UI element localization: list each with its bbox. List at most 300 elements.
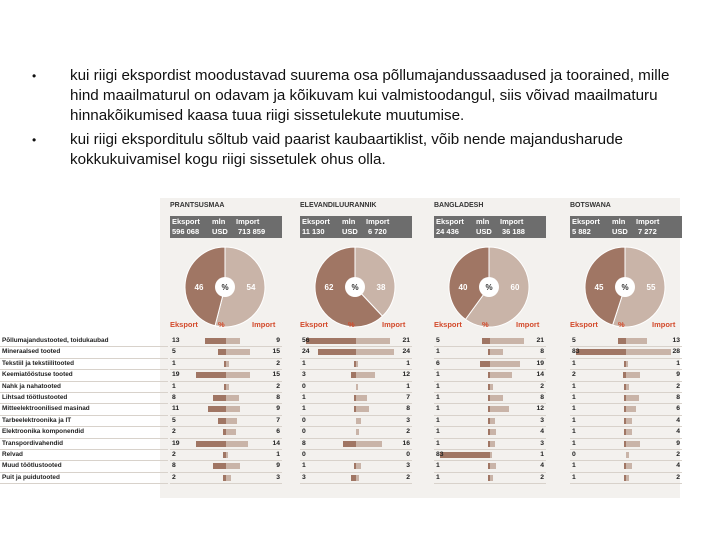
export-bar [618, 338, 626, 344]
export-value: 596 068 [172, 227, 200, 236]
import-bar [490, 361, 520, 367]
table-row [170, 359, 282, 370]
import-value: 4 [540, 428, 544, 436]
country-panel [300, 198, 412, 498]
import-value: 2 [276, 382, 280, 390]
bullet-item [30, 130, 695, 170]
table-row [434, 473, 546, 484]
export-bar [218, 418, 226, 424]
table-row [170, 347, 282, 358]
trade-header [434, 216, 546, 238]
table-row [170, 439, 282, 450]
import-value: 8 [540, 348, 544, 356]
table-row [434, 347, 546, 358]
trade-pie [182, 244, 268, 330]
import-bar [226, 429, 236, 435]
export-value: 5 [172, 348, 176, 356]
import-bar [626, 475, 629, 481]
pie-export-label: 46 [194, 283, 204, 292]
table-row [570, 370, 682, 381]
table-row [300, 359, 412, 370]
import-value: 24 [402, 348, 410, 356]
pie-percent-symbol: % [485, 283, 493, 292]
col-eksport-label: Eksport [170, 320, 198, 329]
export-value: 1 [436, 473, 440, 481]
table-row [434, 359, 546, 370]
export-bar [343, 441, 356, 447]
import-value: 2 [406, 428, 410, 436]
export-value: 1 [436, 439, 440, 447]
country-panel [170, 198, 282, 498]
table-row [170, 336, 282, 347]
import-value: 3 [406, 416, 410, 424]
table-row [170, 404, 282, 415]
export-value: 6 [436, 359, 440, 367]
usd-label: USD [212, 227, 228, 236]
export-value: 3 [302, 371, 306, 379]
export-value: 1 [302, 462, 306, 470]
export-value: 5 [172, 416, 176, 424]
import-bar [226, 441, 248, 447]
import-value: 4 [540, 462, 544, 470]
import-bar [356, 361, 358, 367]
import-value: 6 720 [368, 227, 387, 236]
import-bar [226, 338, 240, 344]
category-label: Muud töötlustooted [0, 461, 168, 472]
col-pct-label: % [218, 320, 225, 329]
table-row [434, 382, 546, 393]
bullet-list [30, 66, 695, 174]
column-header [170, 320, 282, 331]
export-value: 0 [302, 416, 306, 424]
pie-export-label: 40 [458, 283, 468, 292]
import-value: 8 [276, 393, 280, 401]
import-value: 19 [536, 359, 544, 367]
export-value: 2 [172, 473, 176, 481]
eksport-label: Eksport [436, 217, 464, 226]
import-value: 0 [406, 450, 410, 458]
import-value: 3 [406, 462, 410, 470]
table-row [170, 370, 282, 381]
import-bar [490, 384, 493, 390]
col-import-label: Import [516, 320, 540, 329]
import-value: 2 [540, 382, 544, 390]
bullet-item [30, 66, 695, 126]
export-bar [576, 349, 626, 355]
import-bar [490, 452, 492, 458]
import-value: 28 [672, 348, 680, 356]
table-row [434, 336, 546, 347]
table-row [170, 427, 282, 438]
trade-pie [446, 244, 532, 330]
import-value: 16 [402, 439, 410, 447]
export-value: 2 [572, 371, 576, 379]
table-row [570, 336, 682, 347]
import-bar [226, 361, 229, 367]
export-value: 19 [172, 371, 180, 379]
export-value: 8 [302, 439, 306, 447]
table-row [434, 427, 546, 438]
export-value: 5 882 [572, 227, 591, 236]
mln-label: mln [212, 217, 226, 226]
usd-label: USD [612, 227, 628, 236]
import-value: 15 [272, 371, 280, 379]
import-bar [356, 441, 382, 447]
data-rows [300, 336, 412, 484]
import-bar [626, 395, 639, 401]
eksport-label: Eksport [572, 217, 600, 226]
import-value: 1 [406, 382, 410, 390]
export-value: 0 [302, 382, 306, 390]
export-value: 0 [302, 450, 306, 458]
table-row [434, 461, 546, 472]
export-value: 24 436 [436, 227, 459, 236]
pie-export-label: 45 [594, 283, 604, 292]
col-import-label: Import [382, 320, 406, 329]
export-value: 83 [436, 450, 444, 458]
export-value: 1 [572, 416, 576, 424]
pie-import-label: 60 [510, 283, 520, 292]
category-label: Tarbeelektroonika ja IT [0, 416, 168, 427]
import-value: 4 [676, 428, 680, 436]
col-pct-label: % [618, 320, 625, 329]
bullet-dot-icon: • [32, 133, 37, 147]
table-row [170, 416, 282, 427]
export-value: 11 [172, 405, 180, 413]
export-value: 19 [172, 439, 180, 447]
export-value: 1 [302, 393, 306, 401]
import-bar [356, 429, 359, 435]
category-label: Puit ja puidutooted [0, 473, 168, 484]
country-title: BOTSWANA [570, 202, 611, 209]
import-label: Import [366, 217, 390, 226]
table-row [570, 347, 682, 358]
import-value: 8 [406, 405, 410, 413]
table-row [170, 382, 282, 393]
export-bar [318, 349, 356, 355]
import-bar [490, 441, 495, 447]
column-header [434, 320, 546, 331]
import-bar [226, 475, 231, 481]
bullet-text: kui riigi eksporditulu sõltub vaid paarist kaubaartiklist, võib nende majandusharude kokkukuivamisel kogu riigi sissetulek ohus olla. [70, 131, 623, 168]
export-value: 1 [436, 428, 440, 436]
export-value: 1 [436, 382, 440, 390]
export-value: 3 [302, 473, 306, 481]
table-row [434, 404, 546, 415]
category-label: Transpordivahendid [0, 439, 168, 450]
import-bar [626, 384, 629, 390]
import-value: 1 [406, 359, 410, 367]
import-bar [626, 338, 647, 344]
eksport-label: Eksport [172, 217, 200, 226]
export-value: 1 [436, 393, 440, 401]
import-bar [490, 372, 512, 378]
export-bar [196, 372, 226, 378]
import-bar [226, 406, 240, 412]
import-bar [626, 372, 640, 378]
import-bar [626, 463, 632, 469]
import-value: 36 188 [502, 227, 525, 236]
import-bar [226, 418, 237, 424]
import-label: Import [500, 217, 524, 226]
pie-import-label: 38 [376, 283, 386, 292]
export-value: 1 [436, 348, 440, 356]
import-bar [356, 349, 394, 355]
import-bar [356, 406, 369, 412]
import-bar [356, 463, 361, 469]
table-row [300, 382, 412, 393]
import-value: 9 [276, 405, 280, 413]
export-bar [218, 349, 226, 355]
table-row [170, 473, 282, 484]
import-bar [226, 372, 250, 378]
mln-label: mln [476, 217, 490, 226]
usd-label: USD [476, 227, 492, 236]
col-eksport-label: Eksport [434, 320, 462, 329]
import-bar [626, 418, 632, 424]
table-row [570, 416, 682, 427]
bullet-text: kui riigi ekspordist moodustavad suurema osa põllumajandussaadused ja toorained, mille hind maailmaturul on odavam ja kõikuvam kui valmistoodangul, siis võivad maailmaturu hinnakõikumised kaasa tuua riigi sissetulekute muutumise. [70, 67, 670, 124]
country-panel [570, 198, 682, 498]
import-value: 12 [402, 371, 410, 379]
trade-header [570, 216, 682, 238]
import-value: 2 [676, 473, 680, 481]
table-row [300, 347, 412, 358]
import-bar [356, 384, 358, 390]
col-eksport-label: Eksport [300, 320, 328, 329]
import-bar [226, 384, 229, 390]
import-label: Import [636, 217, 660, 226]
import-value: 2 [276, 359, 280, 367]
country-title: PRANTSUSMAA [170, 202, 225, 209]
category-label: Tekstiil ja tekstiilitooted [0, 359, 168, 370]
export-bar [440, 452, 490, 458]
import-value: 2 [676, 450, 680, 458]
trade-pie [312, 244, 398, 330]
table-row [570, 393, 682, 404]
export-value: 1 [436, 462, 440, 470]
export-bar [208, 406, 226, 412]
export-value: 1 [302, 405, 306, 413]
import-value: 2 [540, 473, 544, 481]
table-row [434, 416, 546, 427]
category-label: Mitteelektroonilised masinad [0, 404, 168, 415]
table-row [300, 336, 412, 347]
col-pct-label: % [482, 320, 489, 329]
category-labels [0, 336, 168, 484]
export-value: 1 [572, 428, 576, 436]
import-bar [626, 452, 629, 458]
table-row [570, 404, 682, 415]
import-bar [490, 463, 496, 469]
export-value: 83 [572, 348, 580, 356]
export-value: 1 [572, 382, 576, 390]
trade-pie [582, 244, 668, 330]
mln-label: mln [342, 217, 356, 226]
mln-label: mln [612, 217, 626, 226]
export-bar [196, 441, 226, 447]
export-value: 8 [172, 393, 176, 401]
import-bar [356, 395, 367, 401]
col-import-label: Import [252, 320, 276, 329]
import-value: 12 [536, 405, 544, 413]
pie-export-label: 62 [324, 283, 334, 292]
export-value: 1 [572, 473, 576, 481]
pie-percent-symbol: % [351, 283, 359, 292]
import-value: 8 [676, 393, 680, 401]
table-row [170, 450, 282, 461]
import-value: 3 [276, 473, 280, 481]
import-bar [226, 463, 240, 469]
import-bar [490, 475, 493, 481]
category-label: Mineraalsed tooted [0, 347, 168, 358]
trade-header [170, 216, 282, 238]
pie-percent-symbol: % [621, 283, 629, 292]
import-value: 14 [272, 439, 280, 447]
import-value: 4 [676, 416, 680, 424]
export-value: 1 [436, 416, 440, 424]
import-value: 13 [672, 337, 680, 344]
col-import-label: Import [652, 320, 676, 329]
category-label: Keemiatööstuse tooted [0, 370, 168, 381]
eksport-label: Eksport [302, 217, 330, 226]
import-bar [626, 441, 640, 447]
import-bar [356, 372, 375, 378]
import-value: 21 [402, 337, 410, 344]
export-value: 1 [572, 359, 576, 367]
import-value: 1 [676, 359, 680, 367]
export-value: 5 [572, 337, 576, 344]
col-pct-label: % [348, 320, 355, 329]
export-bar [213, 395, 226, 401]
import-value: 1 [276, 450, 280, 458]
table-row [170, 393, 282, 404]
import-value: 7 [406, 393, 410, 401]
export-value: 11 130 [302, 227, 325, 236]
table-row [570, 439, 682, 450]
country-title: ELEVANDILUURANNIK [300, 202, 377, 209]
import-value: 15 [272, 348, 280, 356]
export-value: 2 [172, 450, 176, 458]
export-value: 1 [436, 405, 440, 413]
table-row [300, 427, 412, 438]
table-row [570, 450, 682, 461]
table-row [434, 393, 546, 404]
pie-import-label: 55 [646, 283, 656, 292]
import-value: 8 [540, 393, 544, 401]
table-row [300, 393, 412, 404]
table-row [570, 427, 682, 438]
pie-percent-symbol: % [221, 283, 229, 292]
category-label: Elektroonika komponendid [0, 427, 168, 438]
column-header [570, 320, 682, 331]
export-bar [480, 361, 490, 367]
export-value: 13 [172, 337, 180, 344]
category-label: Põllumajandustooted, toidukaubad [0, 336, 168, 347]
category-label: Lihtsad töötlustooted [0, 393, 168, 404]
import-value: 2 [676, 382, 680, 390]
usd-label: USD [342, 227, 358, 236]
export-value: 1 [572, 393, 576, 401]
import-label: Import [236, 217, 260, 226]
export-value: 1 [302, 359, 306, 367]
table-row [570, 461, 682, 472]
import-value: 1 [540, 450, 544, 458]
table-row [570, 382, 682, 393]
import-value: 713 859 [238, 227, 266, 236]
table-row [434, 450, 546, 461]
export-value: 1 [172, 382, 176, 390]
import-bar [356, 418, 361, 424]
import-bar [490, 395, 503, 401]
table-row [170, 461, 282, 472]
export-value: 1 [572, 462, 576, 470]
pie-import-label: 54 [246, 283, 256, 292]
import-bar [490, 418, 495, 424]
table-row [300, 439, 412, 450]
export-value: 8 [172, 462, 176, 470]
import-bar [356, 338, 390, 344]
import-bar [626, 429, 632, 435]
import-value: 3 [540, 416, 544, 424]
import-value: 21 [536, 337, 544, 344]
table-row [570, 359, 682, 370]
import-value: 9 [276, 462, 280, 470]
import-value: 2 [406, 473, 410, 481]
export-value: 1 [572, 439, 576, 447]
data-rows [434, 336, 546, 484]
col-eksport-label: Eksport [570, 320, 598, 329]
export-value: 0 [302, 428, 306, 436]
table-row [300, 404, 412, 415]
country-panel [434, 198, 546, 498]
import-bar [490, 429, 496, 435]
export-bar [482, 338, 490, 344]
export-bar [306, 338, 356, 344]
import-value: 7 [276, 416, 280, 424]
table-row [570, 473, 682, 484]
category-label: Relvad [0, 450, 168, 461]
table-row [300, 450, 412, 461]
table-row [300, 461, 412, 472]
import-bar [626, 361, 628, 367]
export-value: 1 [436, 371, 440, 379]
import-value: 14 [536, 371, 544, 379]
export-value: 1 [172, 359, 176, 367]
category-label: Nahk ja nahatooted [0, 382, 168, 393]
export-value: 5 [436, 337, 440, 344]
import-value: 7 272 [638, 227, 657, 236]
import-bar [226, 452, 228, 458]
data-rows [570, 336, 682, 484]
export-value: 0 [572, 450, 576, 458]
export-value: 1 [572, 405, 576, 413]
export-bar [213, 463, 226, 469]
table-row [434, 370, 546, 381]
import-bar [626, 349, 671, 355]
table-row [300, 416, 412, 427]
import-bar [490, 338, 524, 344]
import-bar [356, 475, 359, 481]
table-row [434, 439, 546, 450]
import-bar [226, 395, 239, 401]
trade-header [300, 216, 412, 238]
country-title: BANGLADESH [434, 202, 484, 209]
trade-figure [2, 198, 680, 498]
import-value: 3 [540, 439, 544, 447]
table-row [300, 370, 412, 381]
import-value: 6 [276, 428, 280, 436]
